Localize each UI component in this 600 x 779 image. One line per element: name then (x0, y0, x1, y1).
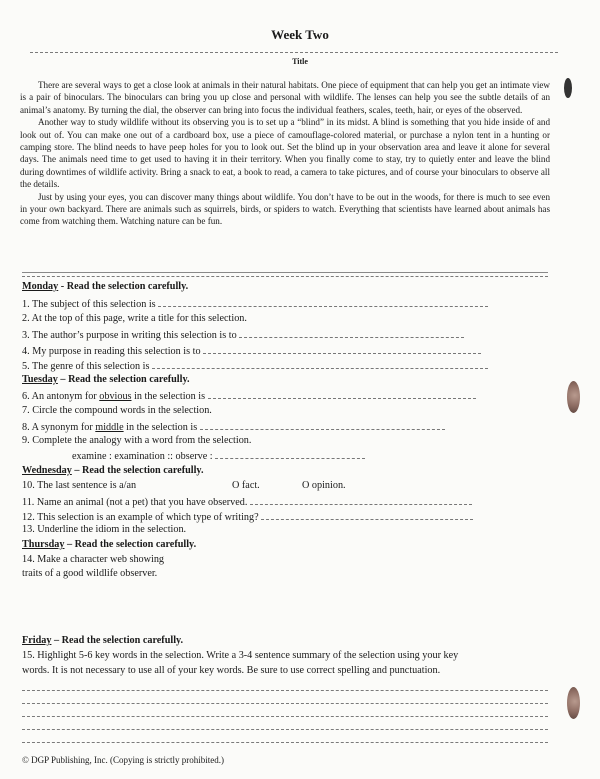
answer-blank[interactable] (152, 359, 488, 369)
question-text: in the selection is (131, 391, 206, 402)
writing-line[interactable] (22, 742, 548, 743)
divider-line (22, 272, 548, 273)
writing-line[interactable] (22, 729, 548, 730)
question-14-line-1: 14. Make a character web showing (22, 554, 165, 565)
day-instruction: - Read the selection carefully. (58, 281, 189, 292)
question-text: 8. A synonym for (22, 422, 96, 433)
question-text: 13. Underline the idiom in the selection. (22, 524, 187, 535)
question-text: 6. An antonym for (22, 391, 100, 402)
question-14-line-2: traits of a good wildlife observer. (22, 568, 158, 579)
answer-blank[interactable] (203, 344, 481, 354)
day-name: Friday (22, 635, 52, 646)
question-text: 7. Circle the compound words in the selection. (22, 405, 212, 416)
passage-paragraph: Just by using your eyes, you can discover many things about wildlife. You don’t have to be out in the woods, for there is much to see even in your own backyard. There are animals such as squirrels, birds, or spiders to watch. Everything that scientists have learned about animals has come from watching them. Watching nature can be fun. (20, 191, 550, 227)
monday-heading (22, 281, 188, 293)
thursday-heading (22, 539, 196, 551)
day-instruction: – Read the selection carefully. (57, 374, 190, 385)
question-4 (22, 344, 481, 358)
title-label: Title (292, 57, 308, 66)
passage-paragraph: There are several ways to get a close look at animals in their natural habitats. One piece of equipment that can help you get an intimate view is a pair of binoculars. The binoculars can bring you up close and personal with wildlife. The lenses can help you see the subtle details of an animal’s anatomy. By turning the dial, the observer can bring into focus the individual feathers, scales, teeth, hair, or eyes of the observed. (20, 80, 550, 115)
question-text: 12. This selection is an example of which type of writing? (22, 512, 259, 523)
question-12 (22, 510, 473, 524)
underlined-word: obvious (99, 391, 132, 402)
day-name: Monday (22, 281, 59, 292)
question-text: 11. Name an animal (not a pet) that you have observed. (22, 497, 248, 508)
question-text: 5. The genre of this selection is (22, 361, 150, 372)
question-11 (22, 495, 472, 509)
answer-blank[interactable] (200, 420, 445, 430)
day-instruction: – Read the selection carefully. (71, 465, 204, 476)
question-text: 4. My purpose in reading this selection is to (22, 346, 201, 357)
day-instruction: – Read the selection carefully. (51, 635, 184, 646)
question-7 (22, 405, 212, 417)
question-text: in the selection is (123, 422, 198, 433)
binder-hole (567, 381, 580, 413)
question-3 (22, 328, 464, 342)
question-text: 9. Complete the analogy with a word from the selection. (22, 435, 252, 446)
page-title: Week Two (271, 27, 329, 42)
friday-heading (22, 635, 183, 647)
title-write-line[interactable] (30, 52, 558, 53)
question-10 (22, 480, 136, 492)
reading-passage (20, 79, 550, 228)
writing-line[interactable] (22, 703, 548, 704)
question-9 (22, 435, 251, 447)
day-name: Wednesday (22, 465, 72, 476)
answer-blank[interactable] (215, 449, 365, 459)
answer-blank[interactable] (261, 510, 473, 520)
question-15-line-1: 15. Highlight 5-6 key words in the selection. Write a 3-4 sentence summary of the selection using your key (22, 650, 459, 661)
question-2 (22, 313, 247, 325)
writing-line[interactable] (22, 690, 548, 691)
underlined-word: middle (95, 422, 124, 433)
divider-line (22, 276, 548, 277)
answer-blank[interactable] (250, 495, 472, 505)
question-5 (22, 359, 488, 373)
wednesday-heading (22, 465, 204, 477)
answer-blank[interactable] (158, 297, 488, 307)
question-8 (22, 420, 445, 434)
analogy-text: examine : examination :: observe : (72, 451, 213, 462)
question-13 (22, 524, 186, 536)
question-text: 1. The subject of this selection is (22, 299, 156, 310)
answer-blank[interactable] (208, 389, 476, 399)
day-name: Thursday (22, 539, 65, 550)
answer-blank[interactable] (239, 328, 464, 338)
question-1 (22, 297, 488, 311)
day-instruction: – Read the selection carefully. (64, 539, 197, 550)
analogy-line (72, 449, 365, 463)
writing-line[interactable] (22, 716, 548, 717)
passage-paragraph: Another way to study wildlife without its observing you is to set up a “blind” in its midst. A blind is something that you hide inside of and look out of. You can make one out of a cardboard box, use a piece of camouflage-colored material, or purchase a nylon tent in a hunting or camping store. The blind needs to have peep holes for you to look out. Set the blind up in your observation area and leave it alone for several days. The animals need time to get used to having it in their territory. When you finally come to stay, try to quietly enter and leave the blind during downtimes of wildlife activity. Bring a snack to eat, a book to read, a camera to take pictures, and of course your binoculars to observe all the details. (20, 117, 550, 190)
binder-hole (567, 687, 580, 719)
question-text: 2. At the top of this page, write a title for this selection. (22, 313, 247, 324)
question-text: 3. The author’s purpose in writing this selection is to (22, 330, 237, 341)
binder-hole-mark (564, 78, 572, 98)
fact-option[interactable]: O fact. (232, 480, 260, 491)
question-15-line-2: words. It is not necessary to use all of your key words. Be sure to use correct spelling and punctuation. (22, 665, 441, 676)
question-text: 10. The last sentence is a/an (22, 480, 137, 491)
tuesday-heading (22, 374, 190, 386)
question-6 (22, 389, 476, 403)
opinion-option[interactable]: O opinion. (302, 480, 346, 491)
copyright-footer: © DGP Publishing, Inc. (Copying is strictly prohibited.) (22, 755, 224, 765)
day-name: Tuesday (22, 374, 58, 385)
